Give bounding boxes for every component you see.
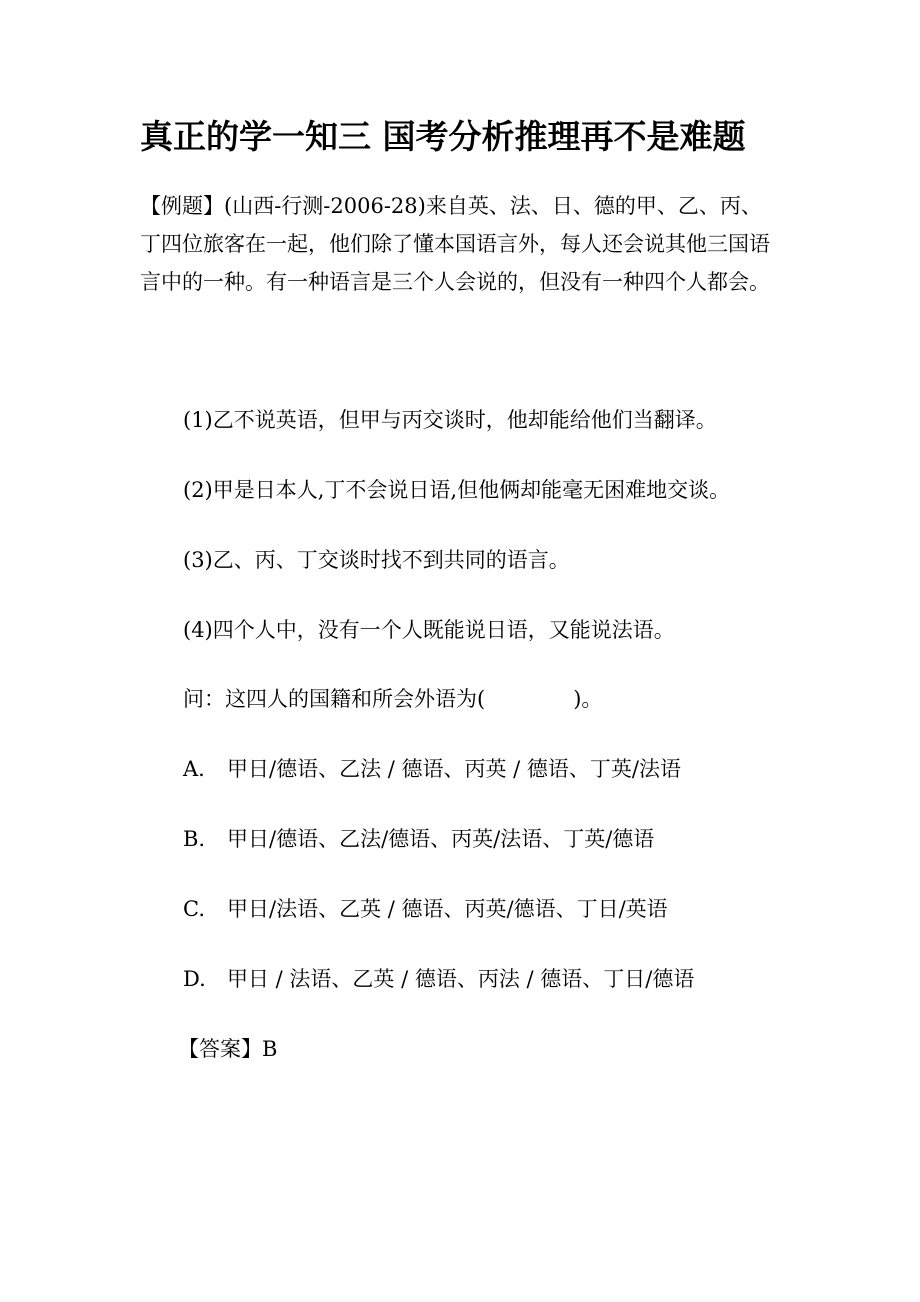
document-title: 真正的学一知三 国考分析推理再不是难题 bbox=[140, 117, 746, 156]
option-d bbox=[183, 964, 694, 994]
option-a bbox=[183, 754, 681, 784]
question-suffix: )。 bbox=[573, 687, 603, 711]
option-b bbox=[183, 824, 654, 854]
option-letter: D. bbox=[183, 967, 206, 991]
question bbox=[183, 684, 602, 714]
intro-line: 【例题】(山西-行测-2006-28)来自英、法、日、德的甲、乙、丙、 bbox=[140, 194, 762, 218]
intro-line: 言中的一种。有一种语言是三个人会说的，但没有一种四个人都会。 bbox=[140, 270, 770, 294]
option-c bbox=[183, 894, 668, 924]
example-intro bbox=[140, 187, 786, 301]
intro-line: 丁四位旅客在一起，他们除了懂本国语言外，每人还会说其他三国语 bbox=[140, 232, 770, 256]
option-text: 甲日 / 法语、乙英 / 德语、丙法 / 德语、丁日/德语 bbox=[227, 967, 695, 991]
option-letter: B. bbox=[183, 827, 206, 851]
option-text: 甲日/德语、乙法 / 德语、丙英 / 德语、丁英/法语 bbox=[227, 757, 682, 781]
option-letter: C. bbox=[183, 897, 205, 921]
question-prefix: 问：这四人的国籍和所会外语为( bbox=[183, 687, 486, 711]
answer: 【答案】B bbox=[178, 1037, 278, 1061]
condition-1: (1)乙不说英语，但甲与丙交谈时，他却能给他们当翻译。 bbox=[183, 408, 717, 432]
option-letter: A. bbox=[183, 757, 205, 781]
option-text: 甲日/法语、乙英 / 德语、丙英/德语、丁日/英语 bbox=[227, 897, 668, 921]
condition-3: (3)乙、丙、丁交谈时找不到共同的语言。 bbox=[183, 548, 570, 572]
option-text: 甲日/德语、乙法/德语、丙英/法语、丁英/德语 bbox=[227, 827, 655, 851]
condition-4: (4)四个人中，没有一个人既能说日语，又能说法语。 bbox=[183, 618, 675, 642]
condition-2: (2)甲是日本人,丁不会说日语,但他俩却能毫无困难地交谈。 bbox=[183, 478, 731, 502]
